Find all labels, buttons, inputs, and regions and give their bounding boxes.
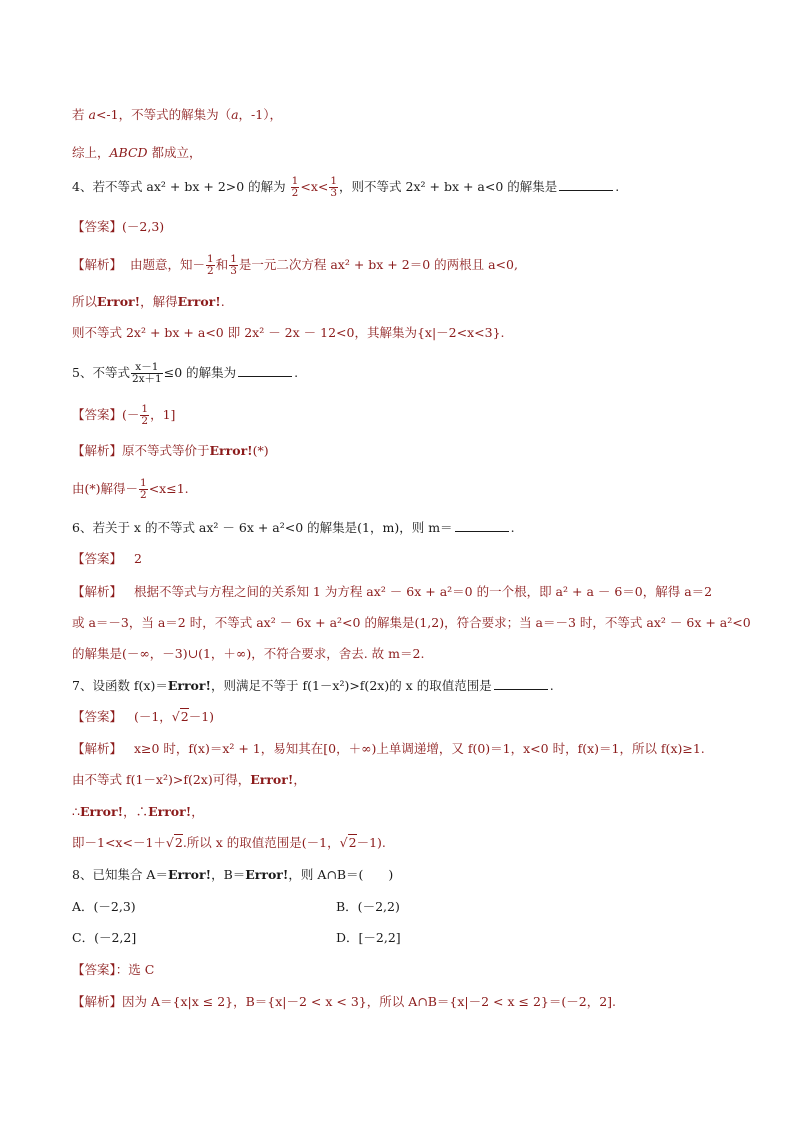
solution-5: 【解析】原不等式等价于Error!(*) <box>72 443 269 458</box>
solution-5-line-2: 由(*)解得－ $\frac{1}{2}$ <x≤1. <box>72 477 189 501</box>
question-7: 7、设函数 f(x)＝Error!，则满足不等于 f(1－x²)>f(2x)的 x 的取值范围是 . <box>72 678 554 693</box>
question-8: 8、已知集合 A＝Error!，B＝Error!，则 A∩B＝( ) <box>72 867 394 882</box>
solution-6-line-2: 或 a＝－3，当 a＝2 时，不等式 ax² － 6x + a²<0 的解集是(1,2)，符合要求；当 a＝－3 时，不等式 ax² － 6x + a²<0 <box>72 615 751 630</box>
answer-5: 【答案】(－ $\frac{1}{2}$ ，1] <box>72 403 176 427</box>
question-5: 5、不等式 $\frac{x-1}{2x+1}$ ≤0 的解集为 . <box>72 361 299 385</box>
solution-4: 【解析】 由题意，知－ $\frac{1}{2}$ 和 $\frac{1}{3}$ 是一元二次方程 ax² + bx + 2＝0 的两根且 a<0, <box>72 253 518 277</box>
question-6: 6、若关于 x 的不等式 ax² － 6x + a²<0 的解集是(1，m)，则 m＝ . <box>72 520 515 535</box>
sqrt-symbol: √2 <box>339 835 357 850</box>
line-case-a-less: 若 a<-1，不等式的解集为（a，-1）， <box>72 107 282 122</box>
answer-blank <box>455 519 509 532</box>
answer-blank <box>559 178 613 191</box>
solution-7-line-3: ∴Error!，∴Error!， <box>72 804 204 819</box>
sqrt-symbol: √2 <box>171 709 189 724</box>
answer-blank <box>494 677 548 690</box>
solution-4-line-3: 则不等式 2x² + bx + a<0 即 2x² － 2x － 12<0，其解集为{x|－2<x<3}. <box>72 325 505 340</box>
solution-8: 【解析】因为 A＝{x|x ≤ 2}，B＝{x|－2 < x < 3}，所以 A∩B＝{x|－2 < x ≤ 2}＝(－2，2]. <box>72 994 617 1009</box>
answer-6: 【答案】 2 <box>72 551 142 566</box>
solution-6-line-3: 的解集是(－∞，－3)∪(1，＋∞)，不符合要求，舍去. 故 m＝2. <box>72 646 425 661</box>
sqrt-symbol: √2 <box>165 835 183 850</box>
option-a[interactable]: A．(－2,3) <box>72 899 136 914</box>
line-summary: 综上，ABCD 都成立， <box>72 145 202 160</box>
option-b[interactable]: B．(－2,2) <box>336 899 400 914</box>
solution-6: 【解析】 根据不等式与方程之间的关系知 1 为方程 ax² － 6x + a²＝0 的一个根，即 a² + a － 6＝0，解得 a＝2 <box>72 584 713 599</box>
question-4: 4、若不等式 ax² + bx + 2>0 的解为 $\frac{1}{2}$ <x< $\frac{1}{3}$ ，则不等式 2x² + bx + a<0 的解集是 . <box>72 175 620 199</box>
solution-7: 【解析】 x≥0 时，f(x)＝x² + 1，易知其在[0，＋∞)上单调递增，又 f(0)＝1，x<0 时，f(x)＝1，所以 f(x)≥1. <box>72 741 705 756</box>
option-c[interactable]: C．(－2,2] <box>72 930 137 945</box>
answer-4: 【答案】(－2,3) <box>72 219 165 234</box>
answer-8: 【答案】：选 C <box>72 962 155 977</box>
option-d[interactable]: D．[－2,2] <box>336 930 401 945</box>
solution-7-line-2: 由不等式 f(1－x²)>f(2x)可得，Error!， <box>72 772 306 787</box>
solution-7-line-4: 即－1<x<－1＋√2.所以 x 的取值范围是(－1，√2－1). <box>72 835 386 850</box>
option-row-2 <box>72 929 136 947</box>
answer-blank <box>238 364 292 377</box>
answer-7: 【答案】 (－1，√2－1) <box>72 709 215 724</box>
solution-4-line-2: 所以Error!，解得Error!. <box>72 294 225 309</box>
option-row-1 <box>72 898 136 916</box>
